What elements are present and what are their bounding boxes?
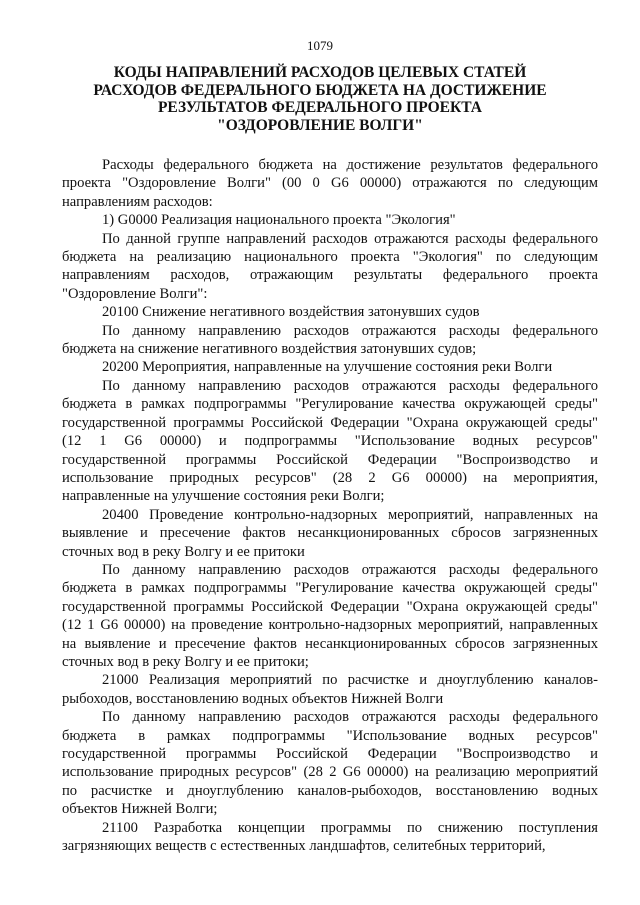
paragraph-line: проекта "Оздоровление Волги" (00 0 G6 00000) отражаются по следующим [62,175,598,192]
paragraph-line: сточных вод в реку Волгу и ее притоки [62,543,305,560]
paragraph-line: "Оздоровление Волги": [62,285,208,302]
paragraph-line: По данному направлению расходов отражаются расходы федерального [102,377,598,394]
paragraph [62,322,598,359]
paragraph-line: рыбоходов, восстановлению водных объектов Нижней Волги [62,690,444,707]
document-title [0,64,640,134]
paragraph [62,708,598,818]
paragraph [62,230,598,304]
title-line: РАСХОДОВ ФЕДЕРАЛЬНОГО БЮДЖЕТА НА ДОСТИЖЕНИЕ [93,81,547,99]
paragraph-line: государственной программы Российской Федерации "Воспроизводство и [62,451,598,468]
paragraph-line: использование природных ресурсов" (28 2 G6 00000) на мероприятия, [62,469,598,486]
paragraph-line: 20400 Проведение контрольно-надзорных мероприятий, направленных на [102,506,598,523]
paragraph-line: государственной программы Российской Федерации "Охрана окружающей среды" [62,414,598,431]
paragraph-line: на выявление и пресечение фактов несанкционированных сбросов загрязненных [62,635,598,652]
document-body [62,156,598,855]
paragraph [62,819,598,856]
paragraph-line: бюджета в рамках подпрограммы "Регулирование качества окружающей среды" [62,580,598,597]
paragraph-line: 20200 Мероприятия, направленные на улучшение состояния реки Волги [102,359,553,376]
paragraph-line: (12 1 G6 00000) на проведение контрольно-надзорных мероприятий, направленных [62,617,598,634]
paragraph-line: сточных вод в реку Волгу и ее притоки; [62,653,309,670]
paragraph [62,303,598,321]
page-number: 1079 [307,38,333,53]
paragraph-line: 20100 Снижение негативного воздействия затонувших судов [102,304,480,321]
paragraph [62,561,598,671]
paragraph-line: 1) G0000 Реализация национального проекта "Экология" [102,212,456,229]
paragraph-line: По данному направлению расходов отражаются расходы федерального [102,709,598,726]
paragraph [62,377,598,506]
title-line: РЕЗУЛЬТАТОВ ФЕДЕРАЛЬНОГО ПРОЕКТА [157,99,483,116]
paragraph [62,156,598,211]
paragraph-line: бюджета в рамках подпрограммы "Использование водных ресурсов" [62,727,598,744]
paragraph-line: По данной группе направлений расходов отражаются расходы федерального [102,230,598,247]
paragraph-line: использование природных ресурсов" (28 2 G6 00000) на реализацию мероприятий [62,764,598,781]
paragraph-line: Расходы федерального бюджета на достижение результатов федерального [102,157,598,173]
paragraph-line: 21000 Реализация мероприятий по расчистке и дноуглублению каналов- [102,672,598,689]
paragraph-line: По данному направлению расходов отражаются расходы федерального [102,322,598,339]
paragraph [62,506,598,561]
paragraph-line: загрязняющих веществ с естественных ландшафтов, селитебных территорий, [62,838,546,855]
paragraph-line: по расчистке и дноуглублению каналов-рыбоходов, восстановлению водных [62,782,598,799]
paragraph-line: объектов Нижней Волги; [62,801,218,818]
title-line: КОДЫ НАПРАВЛЕНИЙ РАСХОДОВ ЦЕЛЕВЫХ СТАТЕЙ [113,64,527,81]
paragraph-line: направлениям расходов: [62,193,213,210]
paragraph-line: бюджета на реализацию национального проекта "Экология" по следующим [62,249,598,266]
paragraph-line: направленные на улучшение состояния реки Волги; [62,488,385,505]
paragraph-line: (12 1 G6 00000) и подпрограммы "Использование водных ресурсов" [62,433,598,450]
paragraph-line: бюджета на снижение негативного воздействия затонувших судов; [62,341,477,358]
paragraph-line: государственной программы Российской Федерации "Охрана окружающей среды" [62,598,598,615]
paragraph-line: По данному направлению расходов отражаются расходы федерального [102,561,598,578]
paragraph [62,671,598,708]
title-line: "ОЗДОРОВЛЕНИЕ ВОЛГИ" [217,116,423,134]
paragraph-line: бюджета в рамках подпрограммы "Регулирование качества окружающей среды" [62,396,598,413]
paragraph-line: государственной программы Российской Федерации "Воспроизводство и [62,746,598,762]
paragraph-line: направлениям расходов, отражающим результаты федерального проекта [62,267,598,284]
paragraph [62,358,598,376]
paragraph-line: 21100 Разработка концепции программы по снижению поступления [102,819,598,836]
paragraph-line: выявление и пресечение фактов несанкционированных сбросов загрязненных [62,525,598,542]
paragraph [62,211,598,229]
